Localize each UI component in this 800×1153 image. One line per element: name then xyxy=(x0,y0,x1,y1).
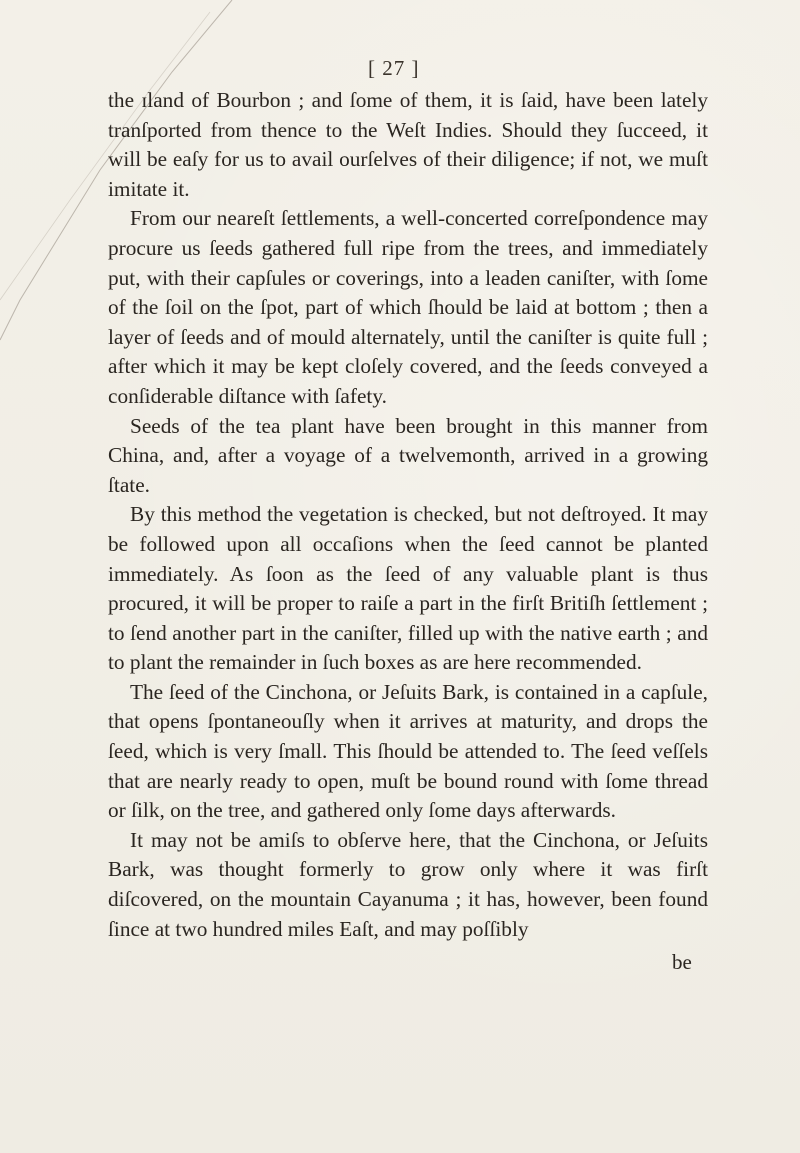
paragraph-1: the ɪland of Bourbon ; and ſome of them, it is ſaid, have been lately tranſported from thence to the Weſt Indies. Should they ſucceed, it will be eaſy for us to avail ourſelves of their diligence; if not, we muſt imitate it. xyxy=(108,88,708,201)
page-number: [ 27 ] xyxy=(368,56,420,80)
paragraph-5: The ſeed of the Cinchona, or Jeſuits Bark, is contained in a capſule, that opens ſpontaneouſly when it arrives at maturity, and drops the ſeed, which is very ſmall. This ſhould be attended to. The ſeed veſſels that are nearly ready to open, muſt be bound round with ſome thread or ſilk, on the tree, and gathered only ſome days afterwards. xyxy=(108,679,708,823)
paragraph-2: From our neareſt ſettlements, a well-concerted correſpondence may procure us ſeeds gathered full ripe from the trees, and immediately put, with their capſules or coverings, into a leaden caniſter, with ſome of the ſoil on the ſpot, part of which ſhould be laid at bottom ; then a layer of ſeeds and of mould alternately, until the caniſter is quite full ; after which it may be kept cloſely covered, and the ſeeds conveyed a conſiderable diſtance with ſafety. xyxy=(108,206,708,408)
body-text xyxy=(108,86,708,944)
paragraph-3: Seeds of the tea plant have been brought in this manner from China, and, after a voyage of a twelvemonth, arrived in a growing ſtate. xyxy=(108,413,708,497)
catchword: be xyxy=(672,950,692,974)
paragraph-4: By this method the vegetation is checked, but not deſtroyed. It may be followed upon all occaſions when the ſeed cannot be planted immediately. As ſoon as the ſeed of any valuable plant is thus procured, it will be proper to raiſe a part in the firſt Britiſh ſettlement ; to ſend another part in the caniſter, filled up with the native earth ; and to plant the remainder in ſuch boxes as are here recommended. xyxy=(108,502,708,675)
paragraph-6: It may not be amiſs to obſerve here, that the Cinchona, or Jeſuits Bark, was thought formerly to grow only where it was firſt diſcovered, on the mountain Cayanuma ; it has, however, been found ſince at two hundred miles Eaſt, and may poſſibly xyxy=(108,827,708,941)
